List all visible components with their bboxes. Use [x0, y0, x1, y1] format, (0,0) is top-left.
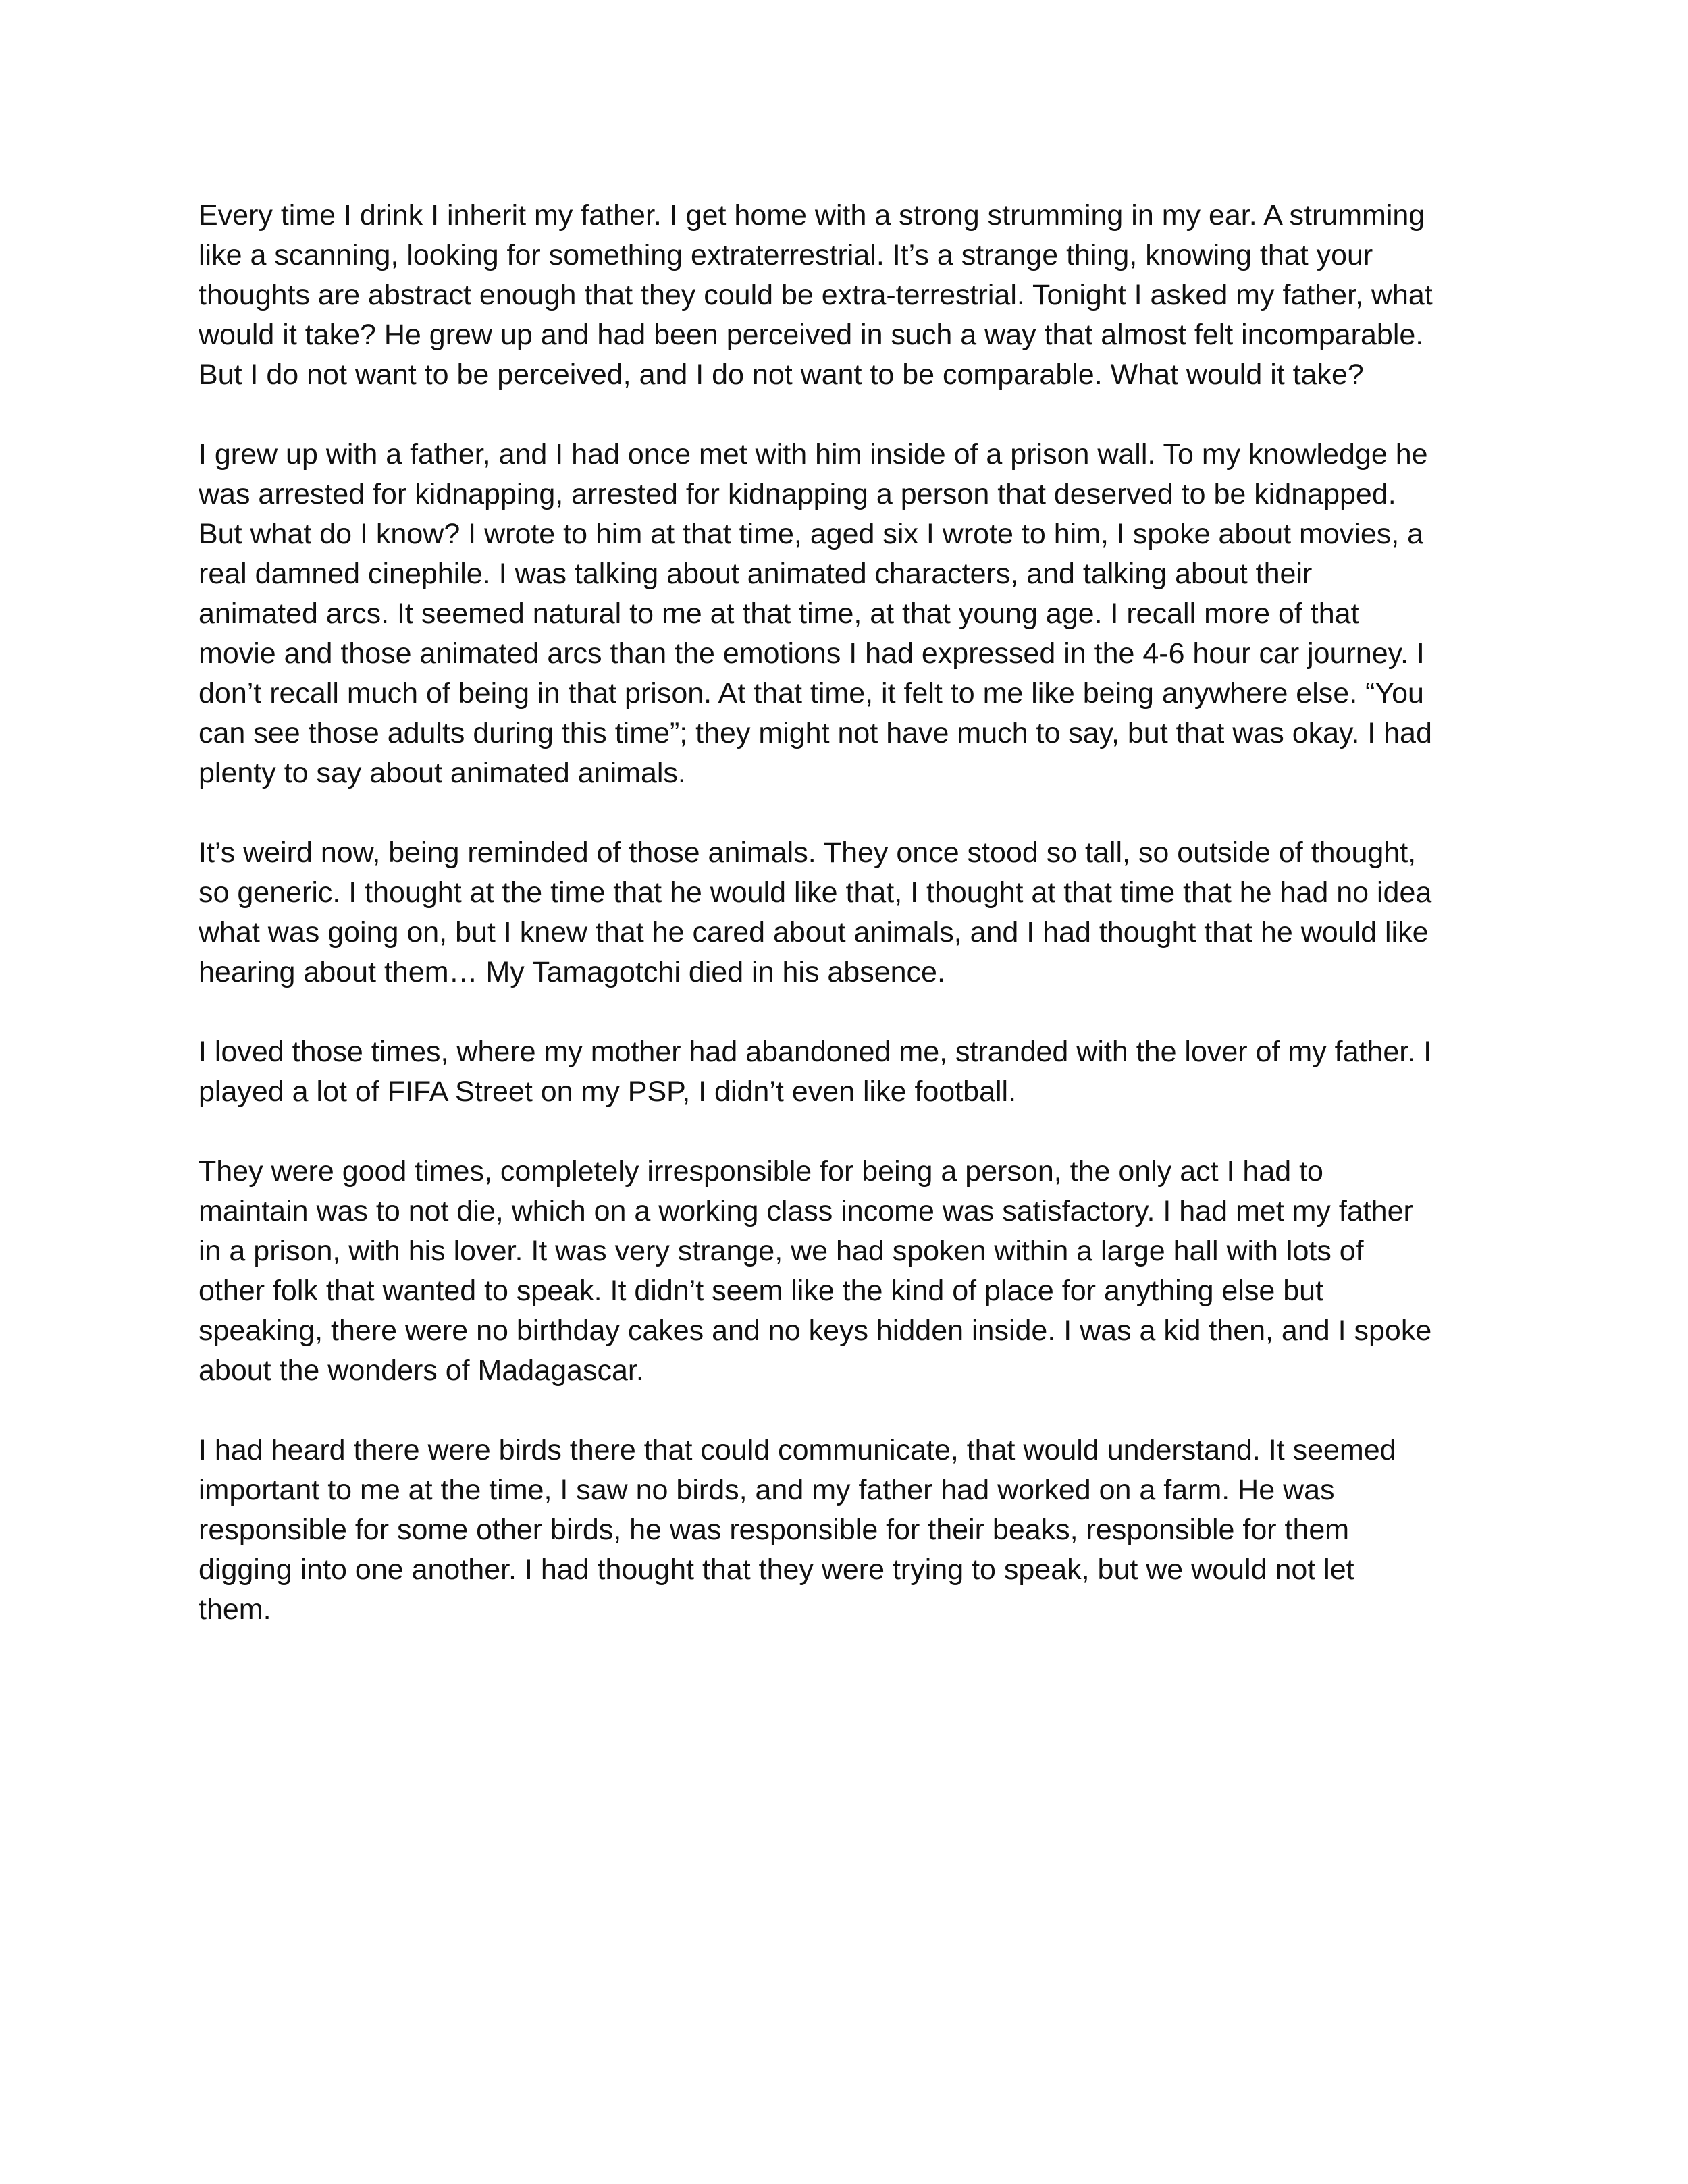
text-line: But what do I know? I wrote to him at that time, aged six I wrote to him, I spoke about movies, a	[199, 518, 1424, 550]
paragraph-5	[199, 1152, 1502, 1391]
text-line: like a scanning, looking for something extraterrestrial. It’s a strange thing, knowing that your	[199, 239, 1373, 271]
text-line: other folk that wanted to speak. It didn’t seem like the kind of place for anything else but	[199, 1275, 1324, 1307]
text-line: hearing about them… My Tamagotchi died in his absence.	[199, 956, 945, 988]
text-line: It’s weird now, being reminded of those animals. They once stood so tall, so outside of thought,	[199, 836, 1417, 869]
text-line: what was going on, but I knew that he cared about animals, and I had thought that he would like	[199, 916, 1429, 949]
paragraph-1	[199, 196, 1502, 395]
text-line: I loved those times, where my mother had abandoned me, stranded with the lover of my father. I	[199, 1036, 1432, 1068]
document-body	[199, 196, 1502, 1670]
text-line: Every time I drink I inherit my father. I get home with a strong strumming in my ear. A strumming	[199, 199, 1425, 232]
text-line: important to me at the time, I saw no birds, and my father had worked on a farm. He was	[199, 1474, 1335, 1506]
text-line: thoughts are abstract enough that they could be extra-terrestrial. Tonight I asked my father, what	[199, 279, 1433, 311]
text-line: But I do not want to be perceived, and I do not want to be comparable. What would it take?	[199, 358, 1364, 391]
paragraph-4	[199, 1032, 1502, 1112]
text-line: them.	[199, 1593, 271, 1626]
paragraph-6	[199, 1431, 1502, 1630]
paragraph-3	[199, 833, 1502, 992]
text-line: I grew up with a father, and I had once met with him inside of a prison wall. To my knowledge he	[199, 438, 1428, 471]
text-line: played a lot of FIFA Street on my PSP, I didn’t even like football.	[199, 1075, 1017, 1108]
text-line: responsible for some other birds, he was responsible for their beaks, responsible for them	[199, 1514, 1350, 1546]
text-line: real damned cinephile. I was talking about animated characters, and talking about their	[199, 558, 1313, 590]
text-line: movie and those animated arcs than the emotions I had expressed in the 4-6 hour car journey. I	[199, 637, 1425, 670]
text-line: digging into one another. I had thought that they were trying to speak, but we would not let	[199, 1553, 1354, 1586]
text-line: so generic. I thought at the time that he would like that, I thought at that time that he had no idea	[199, 876, 1432, 909]
text-line: They were good times, completely irresponsible for being a person, the only act I had to	[199, 1155, 1323, 1188]
text-line: was arrested for kidnapping, arrested for kidnapping a person that deserved to be kidnapped.	[199, 478, 1396, 510]
text-line: I had heard there were birds there that could communicate, that would understand. It seemed	[199, 1434, 1396, 1466]
text-line: would it take? He grew up and had been perceived in such a way that almost felt incomparable.	[199, 319, 1424, 351]
text-line: about the wonders of Madagascar.	[199, 1354, 644, 1387]
text-line: maintain was to not die, which on a working class income was satisfactory. I had met my father	[199, 1195, 1413, 1227]
text-line: in a prison, with his lover. It was very strange, we had spoken within a large hall with lots of	[199, 1235, 1364, 1267]
text-line: plenty to say about animated animals.	[199, 757, 686, 789]
text-line: speaking, there were no birthday cakes and no keys hidden inside. I was a kid then, and I spoke	[199, 1314, 1432, 1347]
paragraph-2	[199, 435, 1502, 793]
text-line: can see those adults during this time”; they might not have much to say, but that was okay. I had	[199, 717, 1432, 749]
text-line: don’t recall much of being in that prison. At that time, it felt to me like being anywhere else. “You	[199, 677, 1424, 710]
text-line: animated arcs. It seemed natural to me at that time, at that young age. I recall more of that	[199, 597, 1359, 630]
